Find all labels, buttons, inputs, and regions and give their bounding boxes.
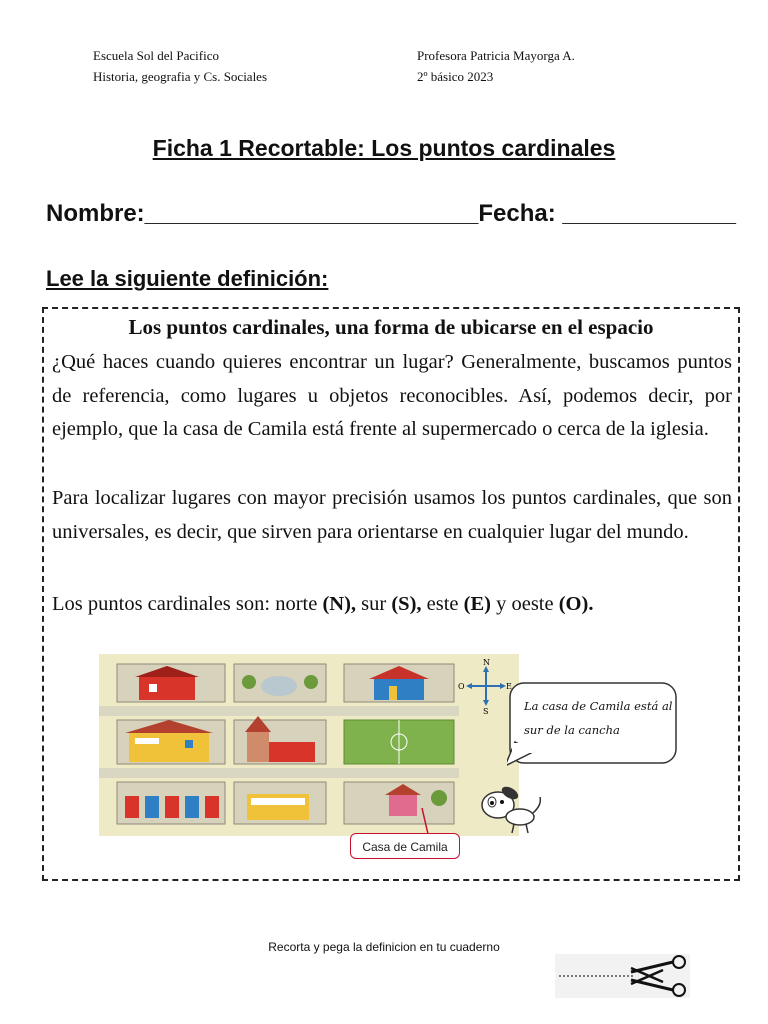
church <box>234 716 326 764</box>
definition-paragraph-3: Los puntos cardinales son: norte (N), sur (S), este (E) y oeste (O). <box>52 593 594 615</box>
name-date-line <box>46 200 736 228</box>
definition-paragraph-2: Para localizar lugares con mayor precisión usamos los puntos cardinales, que son universales, es decir, que sirven para orientarse en cualquier lugar del mundo. <box>52 487 732 543</box>
blue-house <box>344 664 454 702</box>
compass-n: N <box>483 658 490 667</box>
plaza-fountain <box>234 664 326 702</box>
date-label: Fecha: <box>478 200 556 227</box>
scissors-icon <box>555 954 690 998</box>
date-blank: _____________ <box>555 200 736 227</box>
supermarket <box>234 782 326 824</box>
school-name: Escuela Sol del Pacifico <box>93 48 219 63</box>
definition-paragraph-1: ¿Qué haces cuando quieres encontrar un lugar? Generalmente, buscamos puntos de referencia, como lugares u objetos reconocibles. Así, podemos decir, por ejemplo, que la casa de Camila está frente al supermercado o cerca de la iglesia. <box>52 351 732 440</box>
subject-name: Historia, geografia y Cs. Sociales <box>93 69 268 84</box>
compass-o: O <box>458 682 465 691</box>
name-label: Nombre: <box>46 200 145 227</box>
header-right <box>417 45 575 87</box>
teacher-name: Profesora Patricia Mayorga A. <box>417 48 575 63</box>
speech-bubble-text: La casa de Camila está al sur de la cancha <box>524 699 673 737</box>
instruction-heading: Lee la siguiente definición: <box>46 266 329 291</box>
soccer-field <box>344 720 454 764</box>
row-houses <box>117 782 225 824</box>
compass-e: E <box>506 682 512 691</box>
page-title: Ficha 1 Recortable: Los puntos cardinales <box>152 135 616 161</box>
header-left <box>93 45 267 87</box>
compass-s: S <box>483 707 489 716</box>
school-building <box>117 720 225 764</box>
camila-house-label: Casa de Camila <box>350 833 460 859</box>
callout-pointer <box>418 808 448 836</box>
cut-instruction: Recorta y pega la definicion en tu cuaderno <box>268 940 500 954</box>
red-house <box>117 664 225 702</box>
name-blank: _________________________ <box>144 200 479 227</box>
dog-icon <box>470 775 550 835</box>
grade-year: 2º básico 2023 <box>417 69 494 84</box>
definition-heading: Los puntos cardinales, una forma de ubicarse en el espacio <box>128 315 654 339</box>
